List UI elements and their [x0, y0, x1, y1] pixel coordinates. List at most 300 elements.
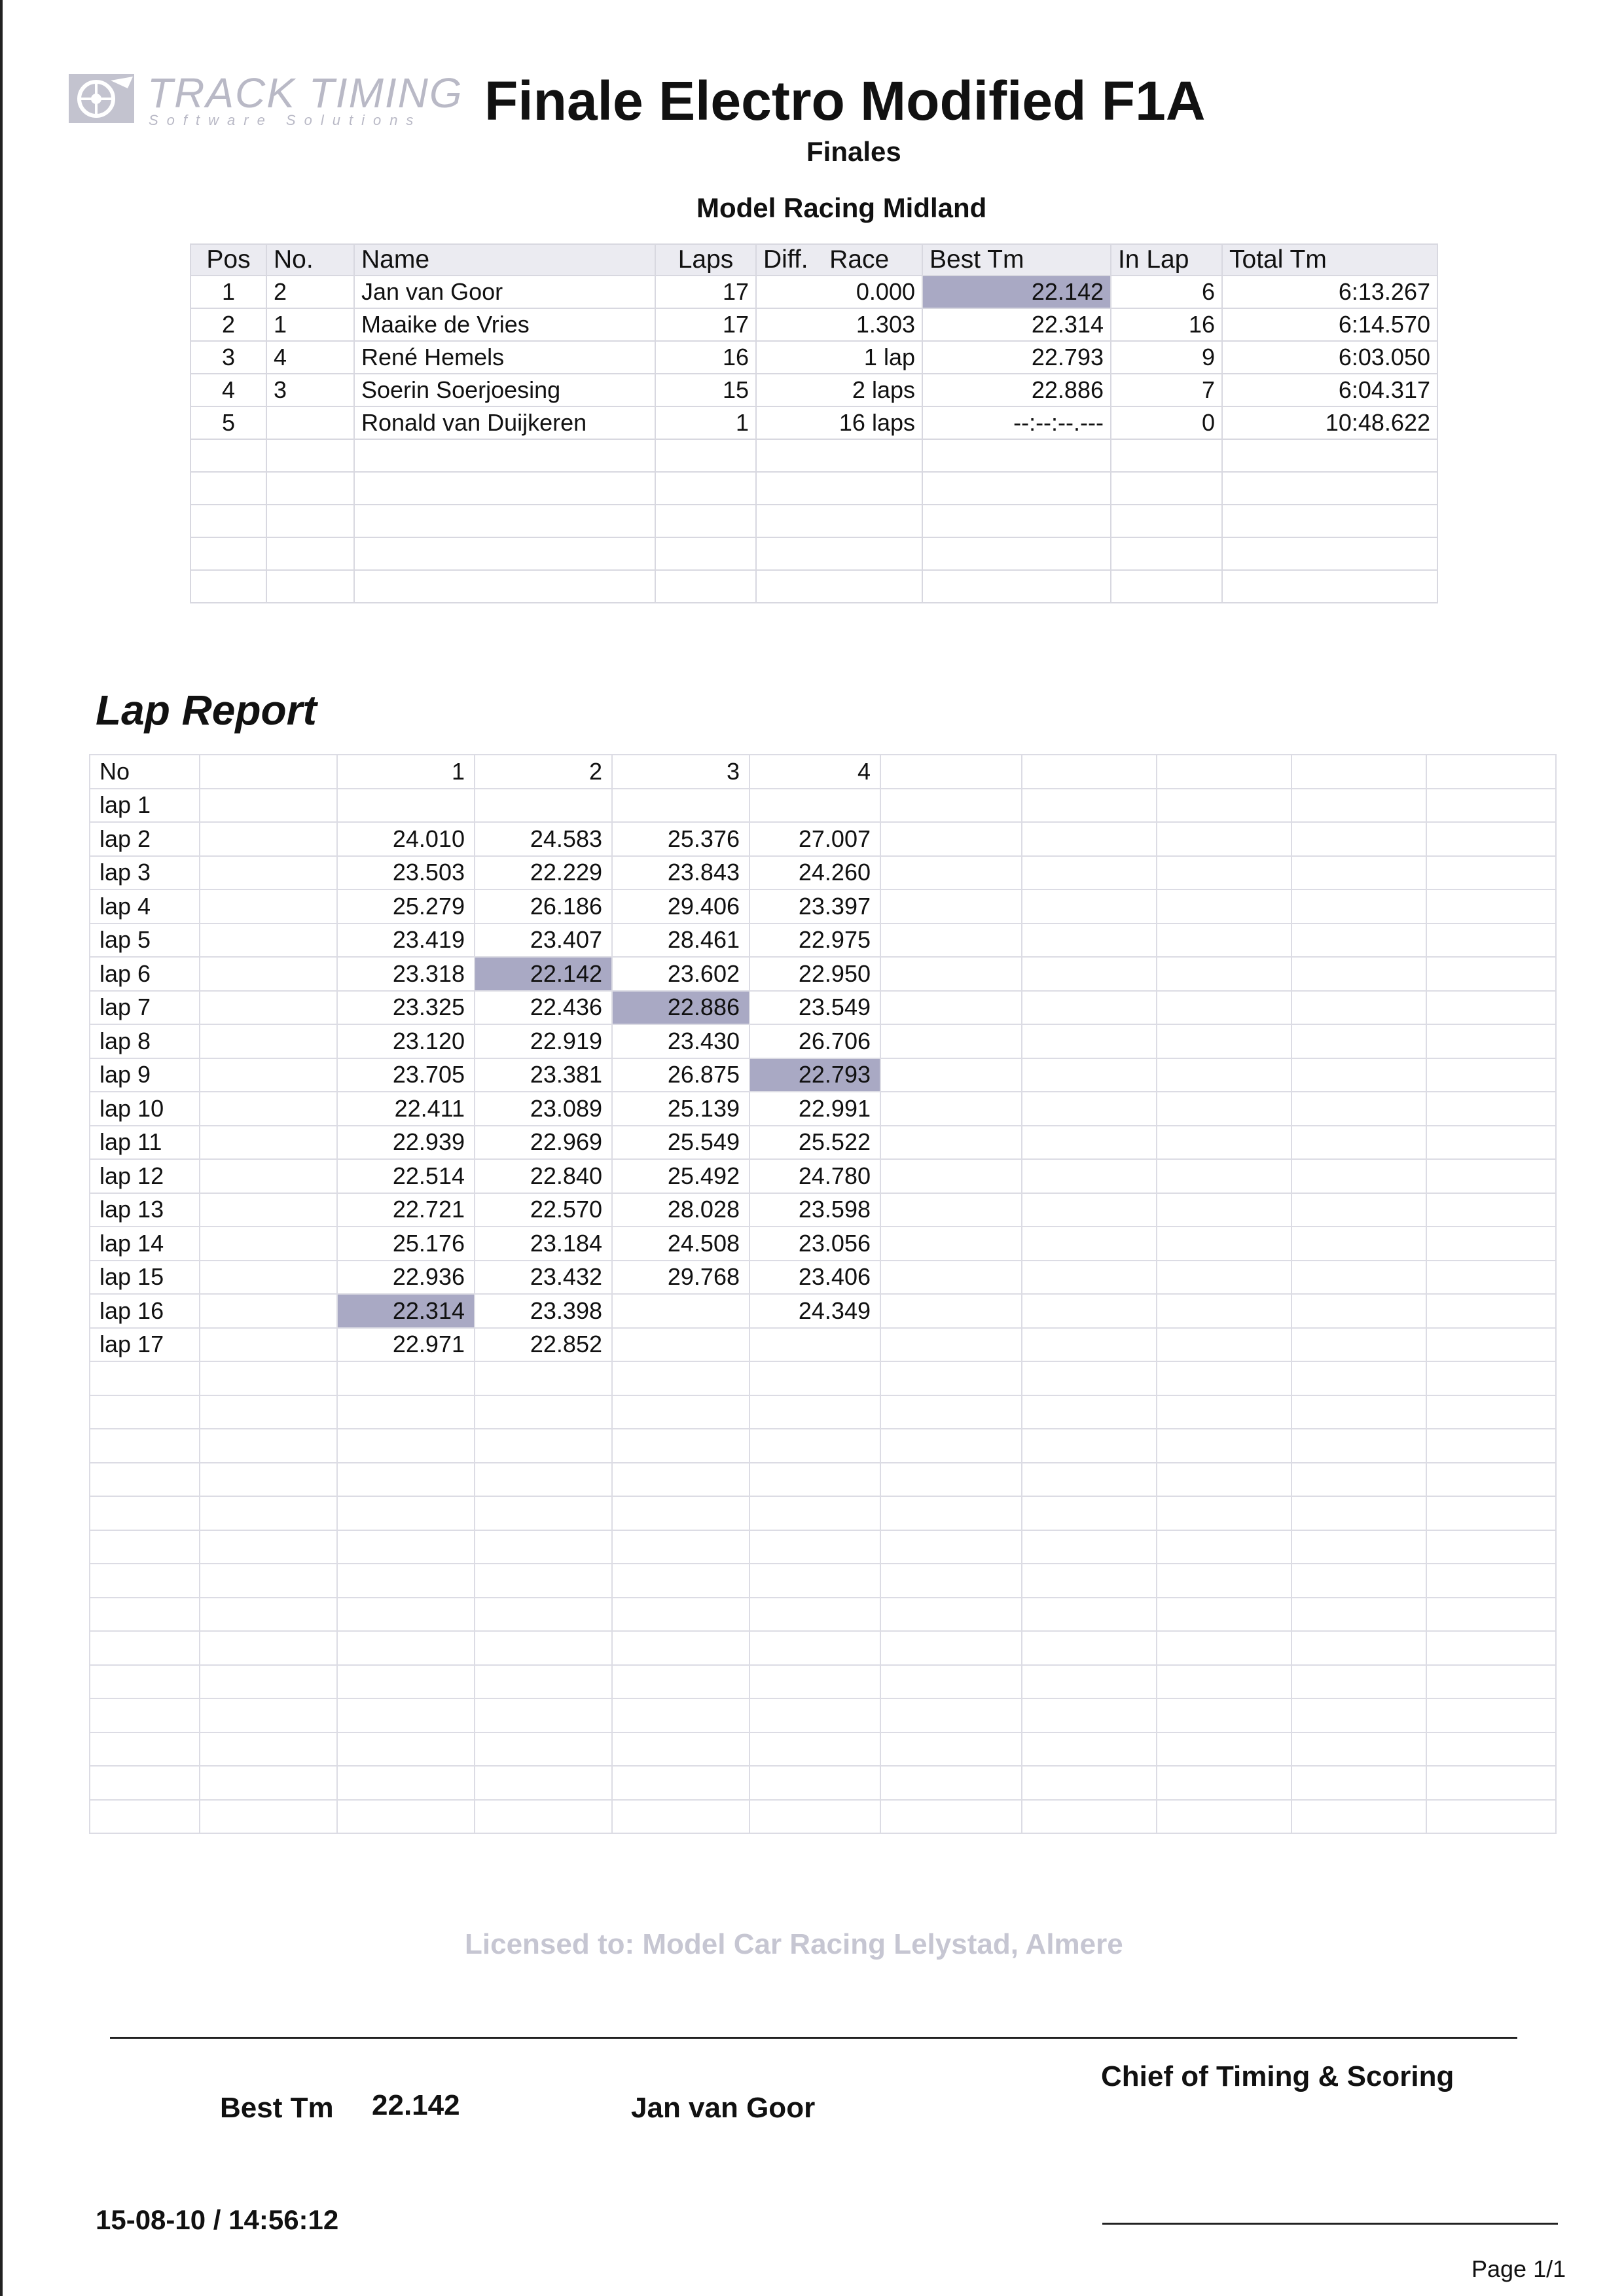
empty-cell [200, 1024, 337, 1058]
empty-cell [200, 889, 337, 924]
best-time-driver: Jan van Goor [631, 2092, 816, 2124]
empty-cell [1426, 1732, 1556, 1767]
logo-brand: TRACK TIMING [147, 69, 463, 117]
empty-cell [880, 924, 1022, 958]
empty-cell [1022, 991, 1157, 1025]
lap-row [90, 1261, 1556, 1295]
best-time-label: Best Tm [220, 2092, 334, 2124]
lap-time [612, 1328, 749, 1362]
col-race: Race [829, 245, 890, 274]
empty-cell [1426, 957, 1556, 991]
lap-time: 22.936 [337, 1261, 475, 1295]
lap-time: 26.875 [612, 1058, 749, 1092]
result-best: --:--:--.--- [922, 406, 1111, 439]
car-number: 4 [749, 755, 880, 789]
lap-row [90, 991, 1556, 1025]
result-pos: 3 [190, 341, 266, 374]
result-inlap: 6 [1111, 276, 1222, 308]
lap-time: 22.229 [475, 856, 612, 890]
empty-cell [1291, 1598, 1426, 1632]
empty-cell [200, 1395, 337, 1429]
empty-cell [922, 505, 1111, 537]
empty-cell [200, 1227, 337, 1261]
result-inlap: 16 [1111, 308, 1222, 341]
lap-label: lap 14 [90, 1227, 200, 1261]
empty-cell [1426, 1463, 1556, 1497]
empty-cell [1426, 1294, 1556, 1328]
lap-row-empty [90, 1766, 1556, 1800]
result-row-empty [190, 472, 1437, 505]
empty-cell [200, 789, 337, 823]
lap-time [612, 1294, 749, 1328]
empty-cell [1426, 856, 1556, 890]
empty-cell [612, 1395, 749, 1429]
empty-cell [1291, 1463, 1426, 1497]
empty-cell [1022, 1631, 1157, 1665]
empty-cell [200, 1193, 337, 1227]
empty-cell [612, 1463, 749, 1497]
empty-cell [1022, 1732, 1157, 1767]
lap-time: 23.406 [749, 1261, 880, 1295]
empty-cell [1157, 1766, 1291, 1800]
lap-time: 22.411 [337, 1092, 475, 1126]
lap-row [90, 1294, 1556, 1328]
empty-cell [1157, 1395, 1291, 1429]
empty-cell [200, 1261, 337, 1295]
empty-cell [1426, 924, 1556, 958]
empty-cell [1022, 755, 1157, 789]
empty-cell [880, 991, 1022, 1025]
empty-cell [1426, 1429, 1556, 1463]
empty-cell [880, 957, 1022, 991]
empty-cell [880, 789, 1022, 823]
empty-cell [475, 1698, 612, 1732]
lap-time: 22.969 [475, 1126, 612, 1160]
license-text: Licensed to: Model Car Racing Lelystad, Almere [465, 1928, 1123, 1960]
empty-cell [266, 537, 354, 570]
car-number: 3 [612, 755, 749, 789]
empty-cell [1157, 1665, 1291, 1699]
empty-cell [1022, 1564, 1157, 1598]
empty-cell [475, 1496, 612, 1530]
empty-cell [1222, 505, 1437, 537]
col-best: Best Tm [922, 244, 1111, 276]
lap-time: 23.430 [612, 1024, 749, 1058]
result-race: 16 laps [756, 406, 922, 439]
lap-row-empty [90, 1429, 1556, 1463]
result-no: 4 [266, 341, 354, 374]
result-laps: 1 [655, 406, 756, 439]
empty-cell [880, 1395, 1022, 1429]
lap-time: 26.186 [475, 889, 612, 924]
empty-cell [756, 472, 922, 505]
lap-row [90, 822, 1556, 856]
car-number: 2 [475, 755, 612, 789]
empty-cell [1022, 1698, 1157, 1732]
empty-cell [1022, 1261, 1157, 1295]
result-inlap: 9 [1111, 341, 1222, 374]
empty-cell [200, 1631, 337, 1665]
result-row [190, 276, 1437, 308]
empty-cell [337, 1732, 475, 1767]
lap-time [475, 789, 612, 823]
empty-cell [1291, 1564, 1426, 1598]
empty-cell [1111, 537, 1222, 570]
empty-cell [749, 1429, 880, 1463]
empty-cell [880, 1261, 1022, 1295]
empty-cell [1022, 1126, 1157, 1160]
empty-cell [1291, 1261, 1426, 1295]
empty-cell [1291, 1361, 1426, 1395]
col-no: No. [266, 244, 354, 276]
result-inlap: 7 [1111, 374, 1222, 406]
empty-cell [90, 1598, 200, 1632]
lap-time: 25.492 [612, 1159, 749, 1193]
empty-cell [354, 439, 655, 472]
lap-row-empty [90, 1631, 1556, 1665]
lap-time: 25.279 [337, 889, 475, 924]
lap-time: 23.407 [475, 924, 612, 958]
lap-row [90, 1058, 1556, 1092]
empty-cell [200, 1092, 337, 1126]
empty-cell [1291, 1766, 1426, 1800]
empty-cell [1426, 1766, 1556, 1800]
lap-row [90, 856, 1556, 890]
empty-cell [200, 1159, 337, 1193]
empty-cell [1291, 1294, 1426, 1328]
lap-time: 23.602 [612, 957, 749, 991]
empty-cell [612, 1361, 749, 1395]
empty-cell [749, 1631, 880, 1665]
result-name: René Hemels [354, 341, 655, 374]
lap-row [90, 1193, 1556, 1227]
result-row-empty [190, 505, 1437, 537]
empty-cell [337, 1631, 475, 1665]
lap-row [90, 1159, 1556, 1193]
result-row-empty [190, 439, 1437, 472]
empty-cell [1157, 755, 1291, 789]
empty-cell [612, 1766, 749, 1800]
result-name: Maaike de Vries [354, 308, 655, 341]
empty-cell [1426, 1530, 1556, 1564]
lap-time: 23.398 [475, 1294, 612, 1328]
empty-cell [90, 1766, 200, 1800]
empty-cell [337, 1766, 475, 1800]
lap-row-empty [90, 1598, 1556, 1632]
empty-cell [200, 856, 337, 890]
result-no: 3 [266, 374, 354, 406]
empty-cell [880, 1665, 1022, 1699]
empty-cell [880, 1732, 1022, 1767]
col-name: Name [354, 244, 655, 276]
empty-cell [1426, 1159, 1556, 1193]
empty-cell [749, 1361, 880, 1395]
empty-cell [1291, 822, 1426, 856]
empty-cell [337, 1665, 475, 1699]
lap-row [90, 1328, 1556, 1362]
empty-cell [200, 1530, 337, 1564]
empty-cell [612, 1429, 749, 1463]
col-diff: Diff. [763, 245, 808, 274]
empty-cell [1291, 755, 1426, 789]
empty-cell [749, 1766, 880, 1800]
empty-cell [880, 1227, 1022, 1261]
lap-label: lap 16 [90, 1294, 200, 1328]
empty-cell [1157, 991, 1291, 1025]
car-number: 1 [337, 755, 475, 789]
empty-cell [190, 505, 266, 537]
lap-row [90, 924, 1556, 958]
empty-cell [90, 1395, 200, 1429]
empty-cell [1291, 1328, 1426, 1362]
empty-cell [1022, 1429, 1157, 1463]
lap-report-header-row [90, 755, 1556, 789]
result-total: 10:48.622 [1222, 406, 1437, 439]
empty-cell [90, 1530, 200, 1564]
empty-cell [612, 1496, 749, 1530]
empty-cell [655, 439, 756, 472]
empty-cell [90, 1429, 200, 1463]
lap-row-empty [90, 1530, 1556, 1564]
empty-cell [1022, 924, 1157, 958]
page-subtitle: Finales [806, 136, 901, 167]
lap-label: lap 6 [90, 957, 200, 991]
empty-cell [337, 1530, 475, 1564]
lap-time: 22.950 [749, 957, 880, 991]
lap-time: 28.461 [612, 924, 749, 958]
empty-cell [1022, 1058, 1157, 1092]
lap-row [90, 1126, 1556, 1160]
empty-cell [1022, 1395, 1157, 1429]
result-pos: 4 [190, 374, 266, 406]
lap-time: 29.768 [612, 1261, 749, 1295]
empty-cell [1157, 1126, 1291, 1160]
lap-time: 22.886 [612, 991, 749, 1025]
empty-cell [749, 1395, 880, 1429]
lap-time: 24.349 [749, 1294, 880, 1328]
empty-cell [1426, 1631, 1556, 1665]
empty-cell [1157, 1193, 1291, 1227]
empty-cell [1022, 1496, 1157, 1530]
empty-cell [1157, 1564, 1291, 1598]
empty-cell [756, 570, 922, 603]
empty-cell [1426, 1193, 1556, 1227]
result-name: Ronald van Duijkeren [354, 406, 655, 439]
result-no: 1 [266, 308, 354, 341]
lap-row [90, 1092, 1556, 1126]
empty-cell [1426, 1598, 1556, 1632]
empty-cell [612, 1698, 749, 1732]
result-race: 1.303 [756, 308, 922, 341]
lap-time: 22.142 [475, 957, 612, 991]
empty-cell [1222, 537, 1437, 570]
empty-cell [880, 1159, 1022, 1193]
empty-cell [1157, 1361, 1291, 1395]
empty-cell [1426, 1058, 1556, 1092]
empty-cell [1291, 1092, 1426, 1126]
result-name: Soerin Soerjoesing [354, 374, 655, 406]
empty-cell [337, 1800, 475, 1834]
results-table [190, 243, 1438, 603]
empty-cell [749, 1530, 880, 1564]
empty-cell [1022, 889, 1157, 924]
empty-cell [1157, 957, 1291, 991]
result-total: 6:04.317 [1222, 374, 1437, 406]
empty-cell [655, 472, 756, 505]
empty-cell [1291, 1227, 1426, 1261]
lap-time: 23.549 [749, 991, 880, 1025]
result-best: 22.314 [922, 308, 1111, 341]
lap-label: lap 12 [90, 1159, 200, 1193]
empty-cell [880, 1564, 1022, 1598]
empty-cell [90, 1631, 200, 1665]
empty-cell [1157, 889, 1291, 924]
lap-label: lap 8 [90, 1024, 200, 1058]
lap-time: 23.705 [337, 1058, 475, 1092]
empty-cell [354, 537, 655, 570]
lap-time: 23.184 [475, 1227, 612, 1261]
empty-cell [190, 472, 266, 505]
lap-row-empty [90, 1800, 1556, 1834]
lap-time: 22.436 [475, 991, 612, 1025]
empty-cell [1022, 1800, 1157, 1834]
empty-cell [90, 1665, 200, 1699]
lap-time: 22.971 [337, 1328, 475, 1362]
lap-label: lap 13 [90, 1193, 200, 1227]
lap-report-title: Lap Report [96, 687, 317, 734]
col-diff-race [756, 244, 922, 276]
lap-row-empty [90, 1665, 1556, 1699]
result-race: 2 laps [756, 374, 922, 406]
lap-time: 24.010 [337, 822, 475, 856]
empty-cell [880, 1766, 1022, 1800]
lap-time [337, 789, 475, 823]
empty-cell [90, 1564, 200, 1598]
empty-cell [1157, 1463, 1291, 1497]
empty-cell [200, 1732, 337, 1767]
empty-cell [90, 1496, 200, 1530]
best-time-value: 22.142 [372, 2089, 460, 2121]
lap-time [749, 1328, 880, 1362]
empty-cell [200, 822, 337, 856]
lap-time: 23.056 [749, 1227, 880, 1261]
empty-cell [1157, 1496, 1291, 1530]
empty-cell [655, 505, 756, 537]
empty-cell [1291, 924, 1426, 958]
logo-wheel-icon [69, 74, 134, 123]
lap-time: 25.176 [337, 1227, 475, 1261]
lap-row-empty [90, 1564, 1556, 1598]
empty-cell [354, 570, 655, 603]
empty-cell [880, 1058, 1022, 1092]
col-pos: Pos [190, 244, 266, 276]
empty-cell [749, 1564, 880, 1598]
lap-time: 26.706 [749, 1024, 880, 1058]
result-total: 6:03.050 [1222, 341, 1437, 374]
lap-time: 23.381 [475, 1058, 612, 1092]
result-laps: 16 [655, 341, 756, 374]
empty-cell [880, 1092, 1022, 1126]
empty-cell [1157, 822, 1291, 856]
page-number: Page 1/1 [1471, 2255, 1566, 2282]
lap-time: 23.089 [475, 1092, 612, 1126]
empty-cell [612, 1665, 749, 1699]
empty-cell [200, 957, 337, 991]
empty-cell [1022, 856, 1157, 890]
lap-time: 23.120 [337, 1024, 475, 1058]
empty-cell [612, 1598, 749, 1632]
empty-cell [354, 505, 655, 537]
empty-cell [1291, 1126, 1426, 1160]
result-pos: 2 [190, 308, 266, 341]
lap-row [90, 1227, 1556, 1261]
result-laps: 15 [655, 374, 756, 406]
empty-cell [1157, 1024, 1291, 1058]
empty-cell [1157, 1058, 1291, 1092]
empty-cell [612, 1564, 749, 1598]
result-total: 6:13.267 [1222, 276, 1437, 308]
empty-cell [475, 1665, 612, 1699]
empty-cell [749, 1598, 880, 1632]
lap-time: 22.314 [337, 1294, 475, 1328]
lap-report-table [89, 754, 1557, 1834]
empty-cell [200, 1294, 337, 1328]
lap-time: 22.514 [337, 1159, 475, 1193]
empty-cell [1291, 991, 1426, 1025]
empty-cell [880, 889, 1022, 924]
empty-cell [1291, 1496, 1426, 1530]
lap-time: 24.780 [749, 1159, 880, 1193]
empty-cell [1291, 1665, 1426, 1699]
empty-cell [749, 1463, 880, 1497]
lap-row-empty [90, 1361, 1556, 1395]
empty-cell [1291, 889, 1426, 924]
empty-cell [1157, 856, 1291, 890]
empty-cell [612, 1800, 749, 1834]
empty-cell [1426, 822, 1556, 856]
empty-cell [1426, 1092, 1556, 1126]
lap-time: 22.721 [337, 1193, 475, 1227]
empty-cell [200, 1126, 337, 1160]
empty-cell [880, 1328, 1022, 1362]
empty-cell [880, 1800, 1022, 1834]
empty-cell [1022, 1024, 1157, 1058]
empty-cell [1291, 1193, 1426, 1227]
empty-cell [1426, 1227, 1556, 1261]
lap-time: 24.260 [749, 856, 880, 890]
empty-cell [1157, 1227, 1291, 1261]
empty-cell [880, 1193, 1022, 1227]
lap-time: 22.852 [475, 1328, 612, 1362]
empty-cell [1022, 1159, 1157, 1193]
empty-cell [749, 1665, 880, 1699]
empty-cell [190, 570, 266, 603]
empty-cell [756, 439, 922, 472]
empty-cell [749, 1698, 880, 1732]
empty-cell [337, 1496, 475, 1530]
empty-cell [612, 1732, 749, 1767]
result-race: 1 lap [756, 341, 922, 374]
results-header-row [190, 244, 1437, 276]
empty-cell [1291, 1631, 1426, 1665]
result-name: Jan van Goor [354, 276, 655, 308]
empty-cell [475, 1564, 612, 1598]
lap-row-empty [90, 1732, 1556, 1767]
empty-cell [1291, 1024, 1426, 1058]
empty-cell [1291, 1530, 1426, 1564]
empty-cell [1426, 991, 1556, 1025]
empty-cell [1022, 957, 1157, 991]
